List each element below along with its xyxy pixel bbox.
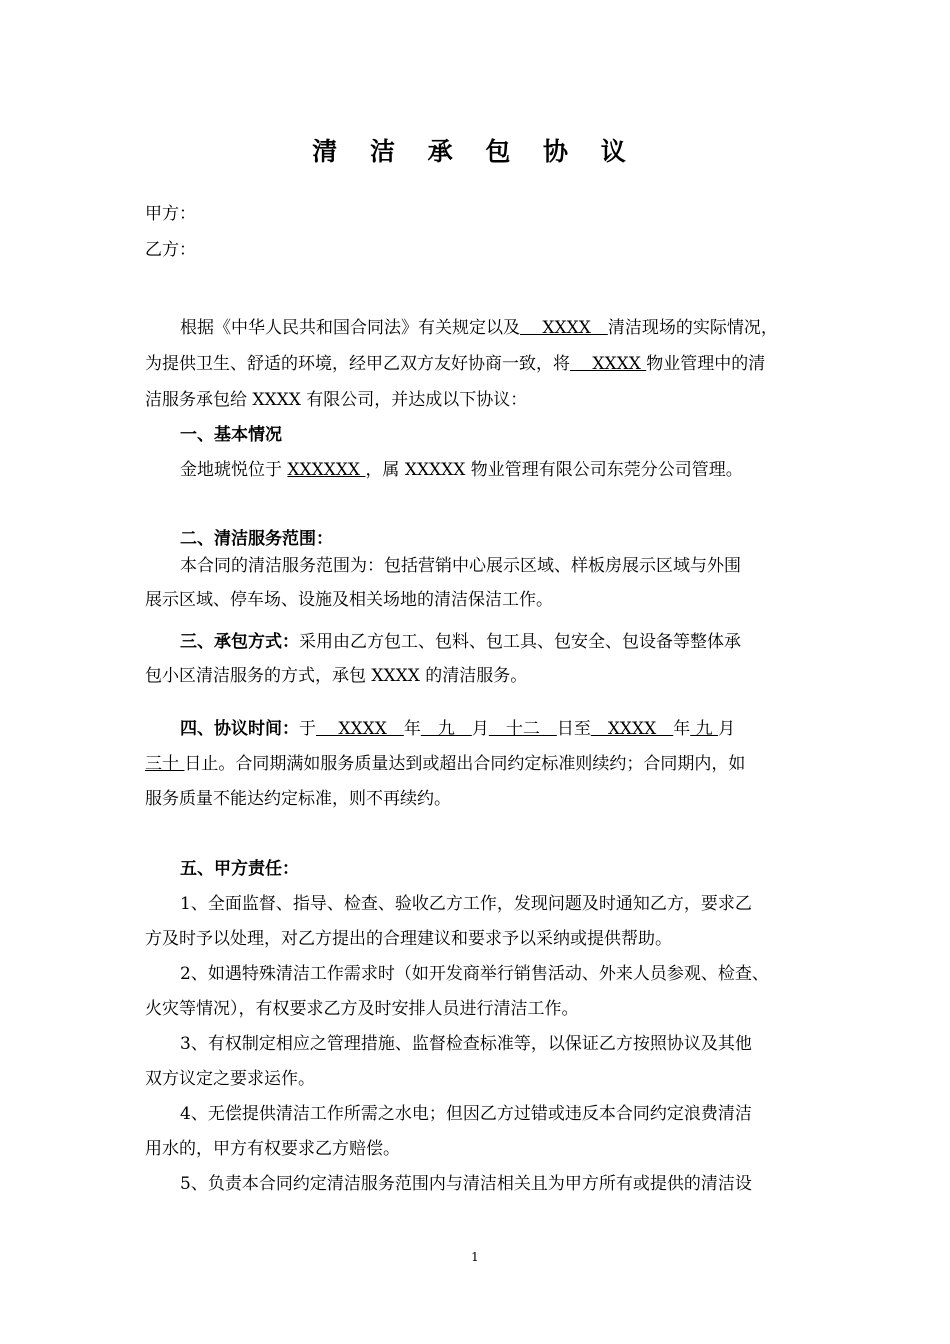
blank-field: XXXX: [570, 354, 647, 374]
section-text: 金地琥悦位于: [180, 460, 288, 480]
intro-line-2: [145, 354, 765, 374]
party-b-label: 乙方：: [145, 240, 196, 260]
document-title: 清 洁 承 包 协 议: [312, 137, 638, 166]
intro-text: 为提供卫生、舒适的环境，经甲乙双方友好协商一致，将: [145, 354, 570, 374]
intro-text: 清洁现场的实际情况，: [607, 318, 778, 338]
section-1-line-1: [180, 460, 743, 480]
section-4-heading: 四、协议时间：: [180, 719, 299, 739]
section-text: 月: [718, 719, 736, 739]
section-5-item-3-line-1: 3、有权制定相应之管理措施、监督检查标准等，以保证乙方按照协议及其他: [180, 1034, 752, 1054]
blank-field: XXXX: [590, 719, 674, 739]
section-2-heading: 二、清洁服务范围：: [180, 529, 333, 549]
section-3-line-2: 包小区清洁服务的方式，承包 XXXX 的清洁服务。: [145, 666, 528, 686]
section-text: 年: [403, 719, 421, 739]
blank-field: 十二: [488, 719, 557, 739]
page-number: 1: [471, 1250, 479, 1264]
section-text: 采用由乙方包工、包料、包工具、包安全、包设备等整体承: [299, 632, 741, 652]
section-5-item-1-line-2: 方及时予以处理，对乙方提出的合理建议和要求予以采纳或提供帮助。: [145, 929, 672, 949]
section-3-line-1: [180, 632, 741, 652]
section-text: 年: [673, 719, 691, 739]
blank-field: XXXX: [316, 719, 404, 739]
section-4-line-2: [145, 754, 745, 774]
section-text: 于: [299, 719, 316, 739]
section-4-line-1: [180, 719, 735, 739]
blank-field: XXXXXX: [287, 460, 366, 480]
intro-line-3: 洁服务承包给 XXXX 有限公司，并达成以下协议：: [145, 390, 528, 410]
section-5-item-1-line-1: 1、全面监督、指导、检查、验收乙方工作，发现问题及时通知乙方，要求乙: [180, 894, 752, 914]
section-text: 日止。合同期满如服务质量达到或超出合同约定标准则续约；合同期内，如: [184, 754, 746, 774]
section-5-item-2-line-2: 火灾等情况），有权要求乙方及时安排人员进行清洁工作。: [145, 999, 579, 1019]
section-5-item-5-line-1: 5、负责本合同约定清洁服务范围内与清洁相关且为甲方所有或提供的清洁设: [180, 1174, 752, 1194]
section-2-line-2: 展示区域、停车场、设施及相关场地的清洁保洁工作。: [145, 590, 553, 610]
blank-field: 三十: [145, 754, 185, 774]
section-text: ，属 XXXXX 物业管理有限公司东莞分公司管理。: [365, 460, 743, 480]
blank-field: XXXX: [520, 318, 608, 338]
intro-text: 根据《中华人民共和国合同法》有关规定以及: [180, 318, 520, 338]
section-5-item-3-line-2: 双方议定之要求运作。: [145, 1069, 315, 1089]
intro-line-1: [180, 318, 778, 338]
blank-field: 九: [690, 719, 719, 739]
section-5-item-4-line-2: 用水的，甲方有权要求乙方赔偿。: [145, 1139, 400, 1159]
section-3-heading: 三、承包方式：: [180, 632, 299, 652]
section-4-line-3: 服务质量不能达约定标准，则不再续约。: [145, 789, 451, 809]
section-2-line-1: 本合同的清洁服务范围为：包括营销中心展示区域、样板房展示区域与外围: [180, 556, 741, 576]
section-text: 日至: [556, 719, 591, 739]
party-a-label: 甲方：: [145, 204, 196, 224]
section-text: 月: [471, 719, 489, 739]
section-5-item-4-line-1: 4、无偿提供清洁工作所需之水电；但因乙方过错或违反本合同约定浪费清洁: [180, 1104, 752, 1124]
intro-text: 物业管理中的清: [646, 354, 766, 374]
blank-field: 九: [420, 719, 472, 739]
section-1-heading: 一、基本情况: [180, 425, 282, 445]
section-5-item-2-line-1: 2、如遇特殊清洁工作需求时（如开发商举行销售活动、外来人员参观、检查、: [180, 964, 769, 984]
section-5-heading: 五、甲方责任：: [180, 859, 299, 879]
